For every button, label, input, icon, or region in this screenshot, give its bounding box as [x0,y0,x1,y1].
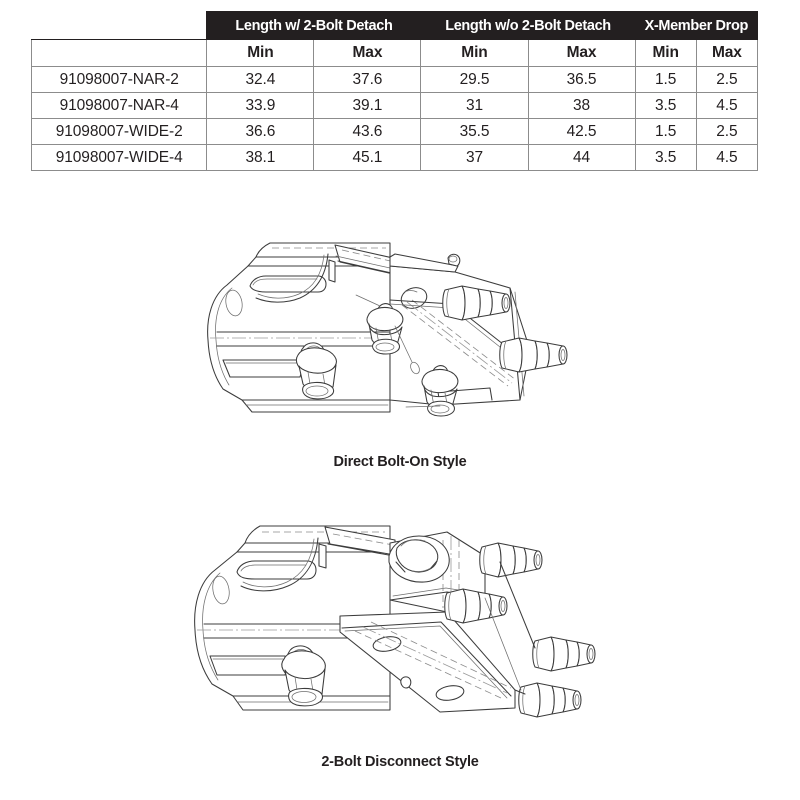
cell-drop-max: 2.5 [696,119,757,145]
bolt-fastener-icon [533,637,595,671]
cell-len-with-min: 36.6 [207,119,314,145]
cell-part-number: 91098007-WIDE-4 [32,145,207,171]
hitch-receiver-crossmember-assembly-direct-bolt-on-drawing [190,200,610,450]
bolt-fastener-icon [500,338,567,372]
table-row [32,119,758,145]
spec-table-container [31,11,758,171]
figure-caption-2bolt-disconnect: 2-Bolt Disconnect Style [321,754,479,770]
sub-header-drop-max: Max [696,40,757,67]
group-header-length-without-detach: Length w/o 2-Bolt Detach [421,12,635,40]
hex-bolt-head-icon [389,536,449,582]
sub-header-len-with-min: Min [207,40,314,67]
cell-drop-min: 1.5 [635,119,696,145]
table-row [32,67,758,93]
cell-part-number: 91098007-NAR-2 [32,67,207,93]
sub-header-len-without-min: Min [421,40,528,67]
cell-drop-max: 4.5 [696,145,757,171]
figure-2bolt-disconnect [0,500,800,770]
cell-len-without-min: 35.5 [421,119,528,145]
cell-part-number: 91098007-WIDE-2 [32,119,207,145]
cell-len-with-min: 32.4 [207,67,314,93]
sub-header-part-blank [32,40,207,67]
cell-drop-max: 4.5 [696,93,757,119]
cell-len-with-min: 38.1 [207,145,314,171]
table-row [32,145,758,171]
hitch-receiver-crossmember-assembly-2-bolt-disconnect-drawing [185,500,615,750]
cell-drop-min: 3.5 [635,145,696,171]
cell-len-without-max: 36.5 [528,67,635,93]
cell-len-with-max: 43.6 [314,119,421,145]
cell-len-without-min: 37 [421,145,528,171]
specification-table [31,11,758,171]
cell-len-with-max: 45.1 [314,145,421,171]
cell-drop-min: 3.5 [635,93,696,119]
sub-header-len-with-max: Max [314,40,421,67]
group-header-length-with-detach: Length w/ 2-Bolt Detach [207,12,421,40]
table-sub-header-row [32,40,758,67]
figure-direct-bolt-on [0,200,800,470]
cell-len-without-max: 42.5 [528,119,635,145]
group-header-x-member-drop: X-Member Drop [635,12,757,40]
cell-len-without-max: 38 [528,93,635,119]
sub-header-drop-min: Min [635,40,696,67]
bolt-fastener-icon [480,543,542,577]
cell-len-without-max: 44 [528,145,635,171]
cell-len-without-min: 29.5 [421,67,528,93]
cell-part-number: 91098007-NAR-4 [32,93,207,119]
table-row [32,93,758,119]
cell-len-with-max: 39.1 [314,93,421,119]
cell-len-with-max: 37.6 [314,67,421,93]
sub-header-len-without-max: Max [528,40,635,67]
cell-drop-min: 1.5 [635,67,696,93]
cell-len-with-min: 33.9 [207,93,314,119]
bolt-fastener-icon [445,589,507,623]
cell-drop-max: 2.5 [696,67,757,93]
cell-len-without-min: 31 [421,93,528,119]
table-corner-blank [32,12,207,40]
bolt-fastener-icon [519,683,581,717]
figure-caption-direct-bolt-on: Direct Bolt-On Style [333,454,467,470]
table-group-header-row [32,12,758,40]
